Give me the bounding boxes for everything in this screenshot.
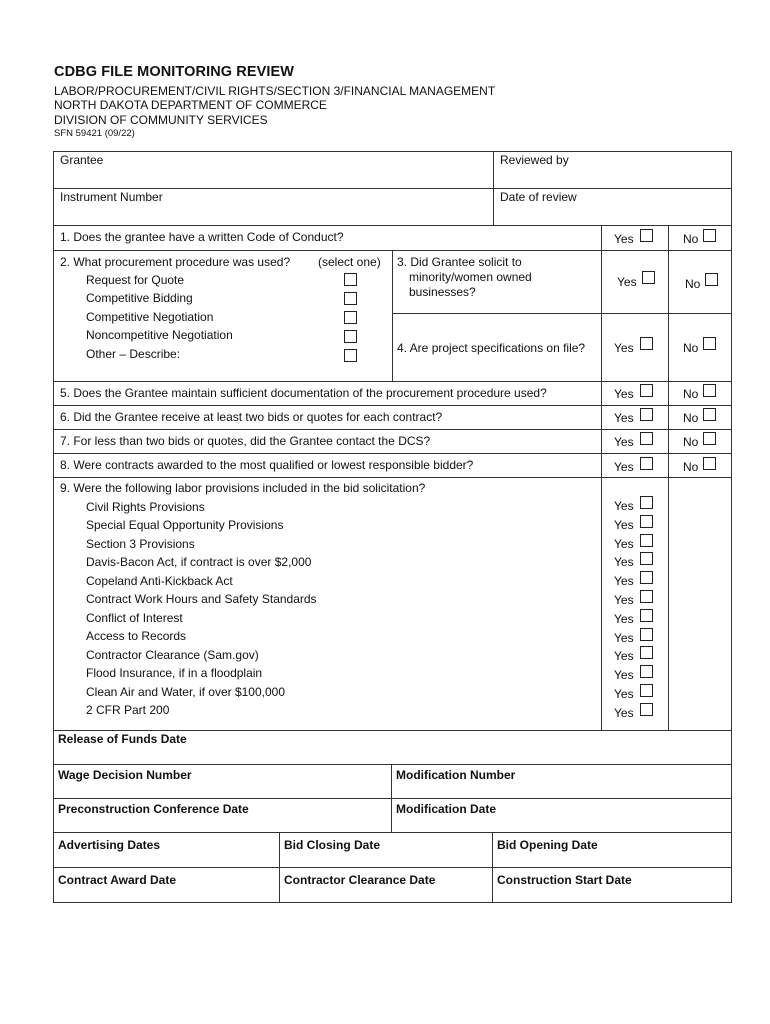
question-3-line3: businesses? — [409, 285, 476, 299]
q9-provision-label: Access to Records — [86, 629, 187, 643]
q6-yes-label: Yes — [614, 411, 634, 425]
q9-yes-checkbox[interactable] — [640, 684, 653, 697]
form-subtitle-3: DIVISION OF COMMUNITY SERVICES — [54, 113, 268, 127]
q9-provision-label: Civil Rights Provisions — [86, 500, 205, 514]
q9-yes-label: Yes — [614, 649, 634, 663]
q9-provision-label: Davis-Bacon Act, if contract is over $2,000 — [86, 555, 312, 569]
q9-yes-checkbox[interactable] — [640, 571, 653, 584]
release-of-funds-date-field[interactable]: Release of Funds Date — [58, 732, 187, 746]
q7-no-label: No — [683, 435, 699, 449]
contract-award-date-field[interactable]: Contract Award Date — [58, 873, 177, 887]
q2-option-checkbox-competitive-bidding[interactable] — [344, 292, 357, 305]
q9-yes-label: Yes — [614, 555, 634, 569]
q6-no-label: No — [683, 411, 699, 425]
q2-option-label: Request for Quote — [86, 273, 185, 287]
q1-no-checkbox[interactable] — [703, 229, 716, 242]
q5-no-label: No — [683, 387, 699, 401]
q3-yes-label: Yes — [617, 275, 637, 289]
bid-closing-date-field[interactable]: Bid Closing Date — [284, 838, 381, 852]
question-6: 6. Did the Grantee receive at least two bids or quotes for each contract? — [60, 410, 443, 424]
q9-yes-checkbox[interactable] — [640, 515, 653, 528]
question-4: 4. Are project specifications on file? — [397, 341, 586, 355]
q5-yes-label: Yes — [614, 387, 634, 401]
form-subtitle-2: NORTH DAKOTA DEPARTMENT OF COMMERCE — [54, 98, 327, 112]
q4-no-label: No — [683, 341, 699, 355]
q2-option-label: Competitive Negotiation — [86, 310, 214, 324]
reviewed-by-field[interactable]: Reviewed by — [500, 153, 569, 167]
q9-provision-label: Flood Insurance, if in a floodplain — [86, 666, 263, 680]
q7-no-checkbox[interactable] — [703, 432, 716, 445]
question-3-line2: minority/women owned — [409, 270, 532, 284]
q5-yes-checkbox[interactable] — [640, 384, 653, 397]
q9-yes-label: Yes — [614, 574, 634, 588]
q9-yes-checkbox[interactable] — [640, 534, 653, 547]
q9-yes-label: Yes — [614, 687, 634, 701]
q9-yes-checkbox[interactable] — [640, 609, 653, 622]
q9-yes-label: Yes — [614, 499, 634, 513]
q8-yes-checkbox[interactable] — [640, 457, 653, 470]
date-of-review-field[interactable]: Date of review — [500, 190, 577, 204]
q9-yes-checkbox[interactable] — [640, 628, 653, 641]
form-subtitle-1: LABOR/PROCUREMENT/CIVIL RIGHTS/SECTION 3/FINANCIAL MANAGEMENT — [54, 84, 496, 98]
q2-option-label: Other – Describe: — [86, 347, 181, 361]
q9-yes-checkbox[interactable] — [640, 496, 653, 509]
q9-yes-label: Yes — [614, 593, 634, 607]
q9-provision-label: Clean Air and Water, if over $100,000 — [86, 685, 286, 699]
q7-yes-label: Yes — [614, 435, 634, 449]
q9-provision-label: Copeland Anti-Kickback Act — [86, 574, 233, 588]
q1-yes-checkbox[interactable] — [640, 229, 653, 242]
q2-option-checkbox-other[interactable] — [344, 349, 357, 362]
question-8: 8. Were contracts awarded to the most qualified or lowest responsible bidder? — [60, 458, 474, 472]
q8-yes-label: Yes — [614, 460, 634, 474]
q2-option-checkbox-competitive-negotiation[interactable] — [344, 311, 357, 324]
form-title: CDBG FILE MONITORING REVIEW — [54, 64, 295, 80]
q2-option-checkbox-request-for-quote[interactable] — [344, 273, 357, 286]
q9-yes-checkbox[interactable] — [640, 590, 653, 603]
q2-option-label: Competitive Bidding — [86, 291, 193, 305]
question-1: 1. Does the grantee have a written Code of Conduct? — [60, 230, 344, 244]
question-9: 9. Were the following labor provisions included in the bid solicitation? — [60, 481, 426, 495]
q9-yes-label: Yes — [614, 612, 634, 626]
q3-no-label: No — [685, 277, 701, 291]
q9-yes-checkbox[interactable] — [640, 703, 653, 716]
question-3-line1: 3. Did Grantee solicit to — [397, 255, 522, 269]
q2-select-hint: (select one) — [318, 255, 381, 269]
construction-start-date-field[interactable]: Construction Start Date — [497, 873, 632, 887]
q9-provision-label: Special Equal Opportunity Provisions — [86, 518, 284, 532]
q1-no-label: No — [683, 232, 699, 246]
q4-yes-checkbox[interactable] — [640, 337, 653, 350]
q9-yes-checkbox[interactable] — [640, 552, 653, 565]
advertising-dates-field[interactable]: Advertising Dates — [58, 838, 161, 852]
q3-no-checkbox[interactable] — [705, 273, 718, 286]
q6-no-checkbox[interactable] — [703, 408, 716, 421]
q4-no-checkbox[interactable] — [703, 337, 716, 350]
q9-yes-checkbox[interactable] — [640, 665, 653, 678]
form-number: SFN 59421 (09/22) — [54, 128, 135, 139]
q9-provision-label: Contractor Clearance (Sam.gov) — [86, 648, 259, 662]
q9-yes-label: Yes — [614, 537, 634, 551]
q5-no-checkbox[interactable] — [703, 384, 716, 397]
q9-yes-checkbox[interactable] — [640, 646, 653, 659]
q8-no-checkbox[interactable] — [703, 457, 716, 470]
q9-provision-label: Conflict of Interest — [86, 611, 183, 625]
wage-decision-number-field[interactable]: Wage Decision Number — [58, 768, 192, 782]
q9-yes-label: Yes — [614, 706, 634, 720]
q9-yes-label: Yes — [614, 518, 634, 532]
question-5: 5. Does the Grantee maintain sufficient documentation of the procurement procedure used? — [60, 386, 547, 400]
instrument-number-field[interactable]: Instrument Number — [60, 190, 163, 204]
grantee-field[interactable]: Grantee — [60, 153, 104, 167]
q9-provision-label: Contract Work Hours and Safety Standards — [86, 592, 317, 606]
modification-date-field[interactable]: Modification Date — [396, 802, 497, 816]
preconstruction-conference-date-field[interactable]: Preconstruction Conference Date — [58, 802, 249, 816]
q9-yes-label: Yes — [614, 668, 634, 682]
q2-option-label: Noncompetitive Negotiation — [86, 328, 233, 342]
modification-number-field[interactable]: Modification Number — [396, 768, 516, 782]
question-2: 2. What procurement procedure was used? — [60, 255, 291, 269]
question-7: 7. For less than two bids or quotes, did the Grantee contact the DCS? — [60, 434, 431, 448]
q4-yes-label: Yes — [614, 341, 634, 355]
q1-yes-label: Yes — [614, 232, 634, 246]
contractor-clearance-date-field[interactable]: Contractor Clearance Date — [284, 873, 436, 887]
q9-yes-label: Yes — [614, 631, 634, 645]
q2-option-checkbox-noncompetitive-negotiation[interactable] — [344, 330, 357, 343]
q6-yes-checkbox[interactable] — [640, 408, 653, 421]
q3-yes-checkbox[interactable] — [642, 271, 655, 284]
bid-opening-date-field[interactable]: Bid Opening Date — [497, 838, 598, 852]
q7-yes-checkbox[interactable] — [640, 432, 653, 445]
q8-no-label: No — [683, 460, 699, 474]
q9-provision-label: 2 CFR Part 200 — [86, 703, 170, 717]
q9-provision-label: Section 3 Provisions — [86, 537, 195, 551]
